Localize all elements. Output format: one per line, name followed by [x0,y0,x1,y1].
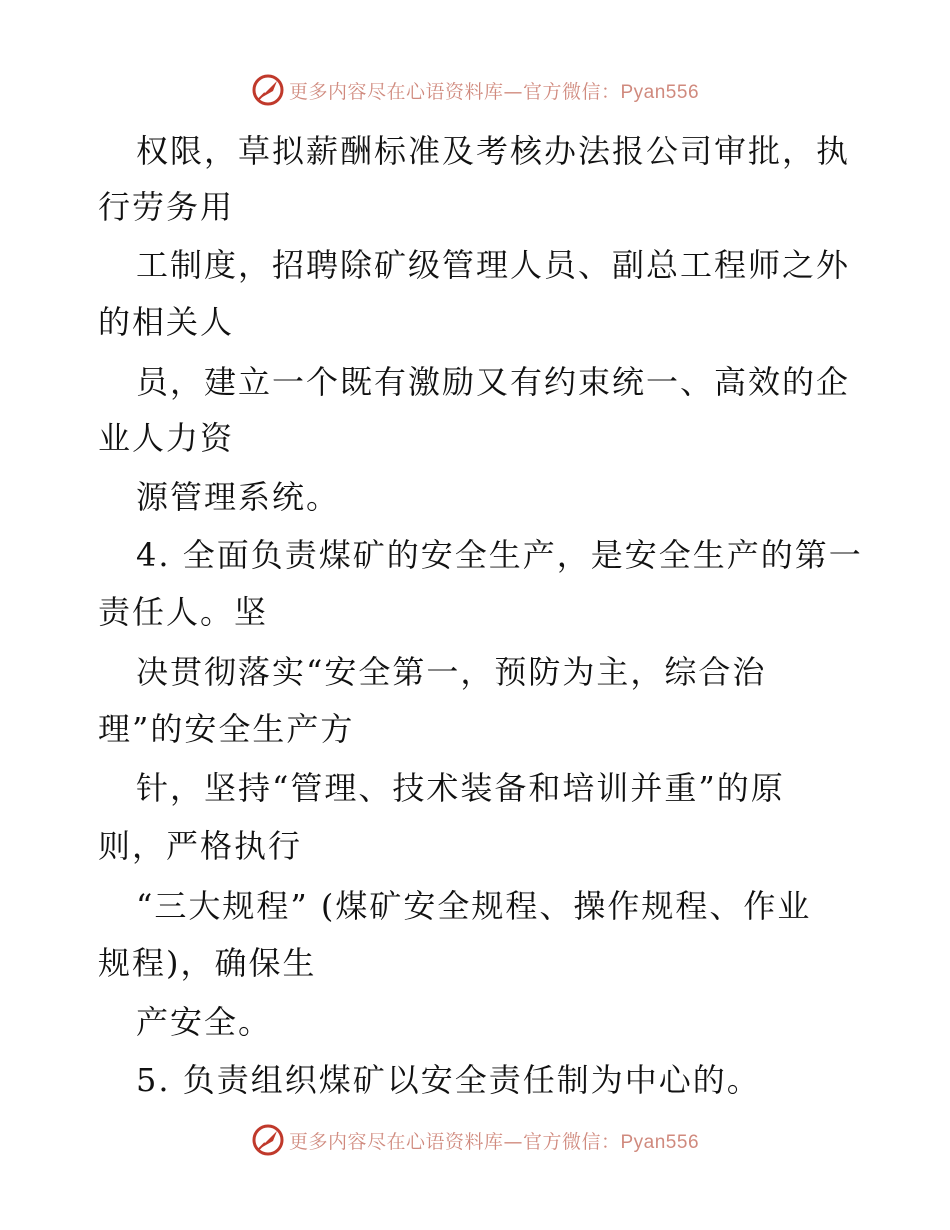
text-line: 权限，草拟薪酬标准及考核办法报公司审批，执 [136,132,851,170]
text-line: 规程)，确保生 [98,944,317,982]
footer-watermark [0,1120,950,1160]
watermark-text: 更多内容尽在心语资料库—官方微信：Pyan556 [288,1130,700,1153]
text-line: 员，建立一个既有激励又有约束统一、高效的企 [136,363,851,401]
header-watermark [0,70,950,110]
text-line: 4. 全面负责煤矿的安全生产，是安全生产的第一 [136,536,863,574]
text-line: 责任人。坚 [98,593,269,631]
quill-logo-icon [251,73,285,107]
watermark-text: 更多内容尽在心语资料库—官方微信：Pyan556 [288,80,700,103]
text-line: 的相关人 [98,303,235,341]
text-line: 工制度，招聘除矿级管理人员、副总工程师之外 [136,246,851,284]
text-line: 行劳务用 [98,188,235,226]
text-line: 产安全。 [136,1003,273,1041]
text-line: 针，坚持“管理、技术装备和培训并重”的原 [136,769,785,807]
text-line: 业人力资 [98,419,235,457]
text-line: 源管理系统。 [136,478,341,516]
text-line: 理”的安全生产方 [98,710,355,748]
text-line: 5. 负责组织煤矿以安全责任制为中心的。 [136,1061,761,1099]
text-line: “三大规程” (煤矿安全规程、操作规程、作业 [136,887,812,925]
text-line: 决贯彻落实“安全第一，预防为主，综合治 [136,653,767,691]
quill-logo-icon [251,1123,285,1157]
text-line: 则，严格执行 [98,827,303,865]
